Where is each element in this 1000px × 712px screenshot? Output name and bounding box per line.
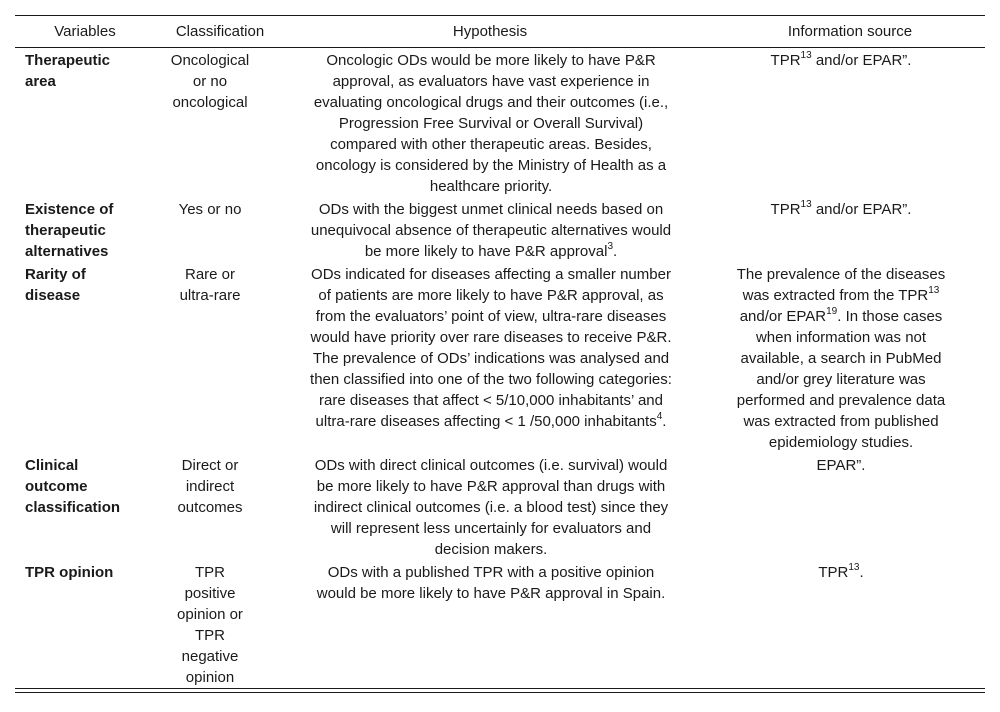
footnote-ref: 13 bbox=[848, 562, 860, 573]
table-top-rule bbox=[15, 15, 985, 16]
hypothesis-cell: ODs with a published TPR with a positive opinion would be more likely to have P&R approval in Spain. bbox=[316, 564, 666, 602]
hypothesis-cell: ODs with the biggest unmet clinical needs based on unequivocal absence of therapeutic alternatives would be more likely to have P&R approval$^3$. bbox=[310, 201, 672, 260]
footnote-ref: 13 bbox=[928, 285, 940, 296]
classification-cell: Oncological or no oncological bbox=[170, 52, 250, 111]
classification-cell: Yes or no bbox=[178, 201, 242, 218]
footnote-ref: 4 bbox=[656, 411, 663, 422]
header-hypothesis: Hypothesis bbox=[452, 23, 528, 40]
classification-cell: Direct or indirect outcomes bbox=[177, 457, 243, 516]
variable-cell: TPR opinion bbox=[25, 564, 114, 581]
variable-cell: Clinical outcome classification bbox=[25, 457, 121, 516]
footnote-ref: 13 bbox=[800, 50, 812, 61]
table-bottom-rule-double bbox=[15, 692, 985, 693]
variable-cell: Existence of therapeutic alternatives bbox=[25, 201, 114, 260]
hypothesis-cell: ODs indicated for diseases affecting a smaller number of patients are more likely to have P&R approval, as from the evaluators’ point of view, ultra-rare diseases would have priority over rare diseases to receive P&R. The prevalence of ODs’ indications was analysed and then classified into one of the two following categories: rare diseases that affect < 5/10,000 inhabitants’ and ultra-rare diseases affecting < 1 /50,000 inhabitants$^4$. bbox=[310, 266, 672, 430]
variable-cell: Rarity of disease bbox=[25, 266, 86, 304]
header-information-source: Information source bbox=[787, 23, 913, 40]
footnote-ref: 13 bbox=[800, 199, 812, 210]
footnote-ref: 3 bbox=[607, 241, 613, 252]
variable-cell: Therapeutic area bbox=[25, 52, 111, 90]
source-cell: TPR$^{13}$. bbox=[818, 562, 864, 581]
header-rule bbox=[15, 47, 985, 48]
table-bottom-rule bbox=[15, 688, 985, 689]
classification-cell: TPR positive opinion or TPR negative opinion bbox=[177, 564, 243, 686]
footnote-ref: 19 bbox=[826, 306, 838, 317]
source-cell: TPR$^{13}$ and/or EPAR”. bbox=[770, 50, 912, 69]
classification-cell: Rare or ultra-rare bbox=[179, 266, 241, 304]
hypothesis-cell: Oncologic ODs would be more likely to have P&R approval, as evaluators have vast experience in evaluating oncological drugs and their outcomes (i.e., Progression Free Survival or Overall Survival) compared with other therapeutic areas. Besides, oncology is considered by the Ministry of Health as a healthcare priority. bbox=[313, 52, 669, 195]
header-variables: Variables bbox=[54, 23, 116, 40]
source-cell: The prevalence of the diseases was extracted from the TPR$^{13}$ and/or EPAR$^{19}$. In those cases when information was not available, a search in PubMed and/or grey literature was performed and prevalence data was extracted from published epidemiology studies. bbox=[736, 266, 946, 451]
source-cell: EPAR”. bbox=[816, 457, 866, 474]
source-cell: TPR$^{13}$ and/or EPAR”. bbox=[770, 199, 912, 218]
hypothesis-cell: ODs with direct clinical outcomes (i.e. survival) would be more likely to have P&R approval than drugs with indirect clinical outcomes (i.e. a blood test) since they will represent less uncertainly for evaluators and decision makers. bbox=[313, 457, 669, 558]
header-classification: Classification bbox=[175, 23, 265, 40]
